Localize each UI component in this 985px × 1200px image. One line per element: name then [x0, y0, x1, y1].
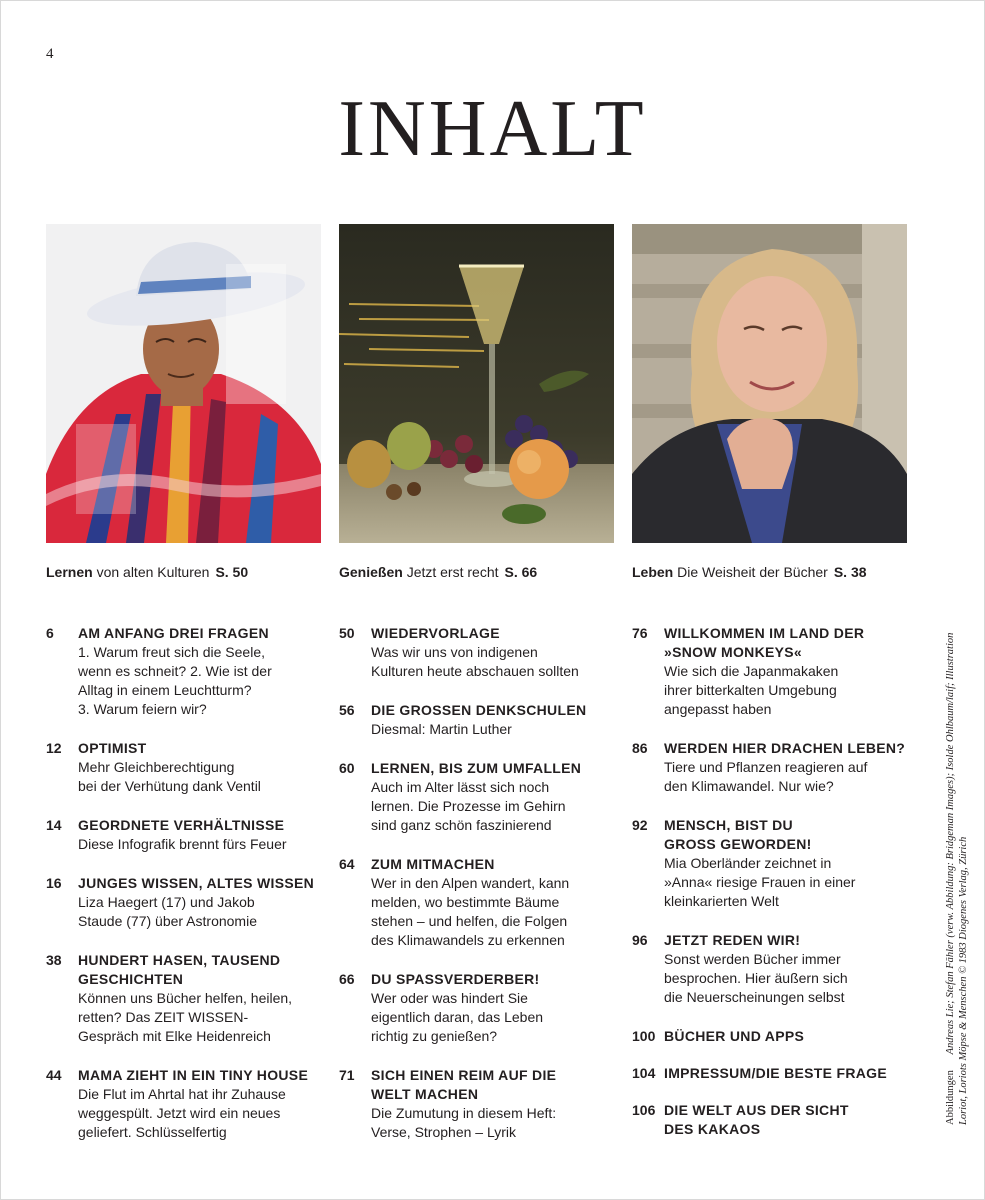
caption-lernen[interactable]: Lernen von alten Kulturen S. 50 — [46, 564, 249, 580]
toc-entry[interactable]: 56 DIE GROSSEN DENKSCHULEN Diesmal: Martin Luther — [339, 702, 587, 737]
page-title: INHALT — [338, 84, 647, 173]
toc-column-1 — [46, 624, 321, 1162]
toc-entry[interactable]: 6 AM ANFANG DREI FRAGEN 1. Warum freut sich die Seele, wenn es schneit? 2. Wie ist der Alltag in einem Leuchtturm? 3. Warum feiern wir? — [46, 625, 272, 717]
toc-entry[interactable]: 14 GEORDNETE VERHÄLTNISSE Diese Infografik brennt fürs Feuer — [46, 817, 287, 852]
photo-still-life-glass[interactable] — [339, 224, 614, 543]
toc-column-3 — [632, 624, 907, 1159]
toc-entry[interactable]: 86 WERDEN HIER DRACHEN LEBEN? Tiere und Pflanzen reagieren auf den Klimawandel. Nur wie? — [632, 740, 906, 794]
toc-entry[interactable]: 44 MAMA ZIEHT IN EIN TINY HOUSE Die Flut im Ahrtal hat ihr Zuhause weggespült. Jetzt wird ein neues geliefert. Schlüsselfertig — [46, 1067, 309, 1140]
toc-entry[interactable]: 104 IMPRESSUM/DIE BESTE FRAGE — [632, 1065, 887, 1081]
page-number: 4 — [46, 46, 54, 62]
caption-geniessen[interactable]: Genießen Jetzt erst recht S. 66 — [339, 564, 538, 580]
toc-entry[interactable]: 12 OPTIMIST Mehr Gleichberechtigung bei der Verhütung dank Ventil — [46, 740, 261, 794]
toc-entry[interactable]: 76 WILLKOMMEN IM LAND DER »SNOW MONKEYS« Wie sich die Japanmakaken ihrer bitterkalten Umgebung angepasst haben — [632, 625, 865, 717]
toc-entry[interactable]: 96 JETZT REDEN WIR! Sonst werden Bücher immer besprochen. Hier äußern sich die Neuerscheinungen selbst — [632, 932, 848, 1005]
toc-entry[interactable]: 100 BÜCHER UND APPS — [632, 1028, 805, 1044]
toc-entry[interactable]: 66 DU SPASSVERDERBER! Wer oder was hindert Sie eigentlich daran, das Leben richtig zu genießen? — [339, 971, 544, 1044]
toc-entry[interactable]: 71 SICH EINEN REIM AUF DIE WELT MACHEN Die Zumutung in diesem Heft: Verse, Strophen – Lyrik — [339, 1067, 557, 1140]
toc-entry[interactable]: 16 JUNGES WISSEN, ALTES WISSEN Liza Haegert (17) und Jakob Staude (77) über Astronomie — [46, 875, 315, 929]
toc-entry[interactable]: 64 ZUM MITMACHEN Wer in den Alpen wandert, kann melden, wo bestimmte Bäume stehen – und helfen, die Folgen des Klimawandels zu erkennen — [339, 856, 570, 948]
photo-woman-with-hat[interactable] — [46, 224, 321, 543]
toc-column-2 — [339, 624, 614, 1162]
toc-entry[interactable]: 60 LERNEN, BIS ZUM UMFALLEN Auch im Alter lässt sich noch lernen. Die Prozesse im Gehirn sind ganz schön faszinierend — [339, 760, 582, 833]
image-credits: Abbildungen Andreas Lie; Stefan Fähler (verw. Abbildung: Bridgeman Images); Isolde Ohlbaum/laif; Illustration — [945, 632, 956, 1125]
toc-entry[interactable]: 106 DIE WELT AUS DER SICHT DES KAKAOS — [632, 1102, 849, 1137]
toc-entry[interactable]: 50 WIEDERVORLAGE Was wir uns von indigenen Kulturen heute abschauen sollten — [339, 625, 579, 679]
caption-leben[interactable]: Leben Die Weisheit der Bücher S. 38 — [632, 564, 867, 580]
photo-portrait-woman[interactable] — [632, 224, 907, 543]
toc-entry[interactable]: 92 MENSCH, BIST DU GROSS GEWORDEN! Mia Oberländer zeichnet in »Anna« riesige Frauen in einer kleinkarierten Welt — [632, 817, 856, 909]
toc-entry[interactable]: 38 HUNDERT HASEN, TAUSEND GESCHICHTEN Können uns Bücher helfen, heilen, retten? Das ZEIT WISSEN- Gespräch mit Elke Heidenreich — [46, 952, 293, 1044]
image-credits-line-2: Loriot, Loriots Möpse & Menschen © 1983 Diogenes Verlag, Zürich — [958, 836, 969, 1125]
